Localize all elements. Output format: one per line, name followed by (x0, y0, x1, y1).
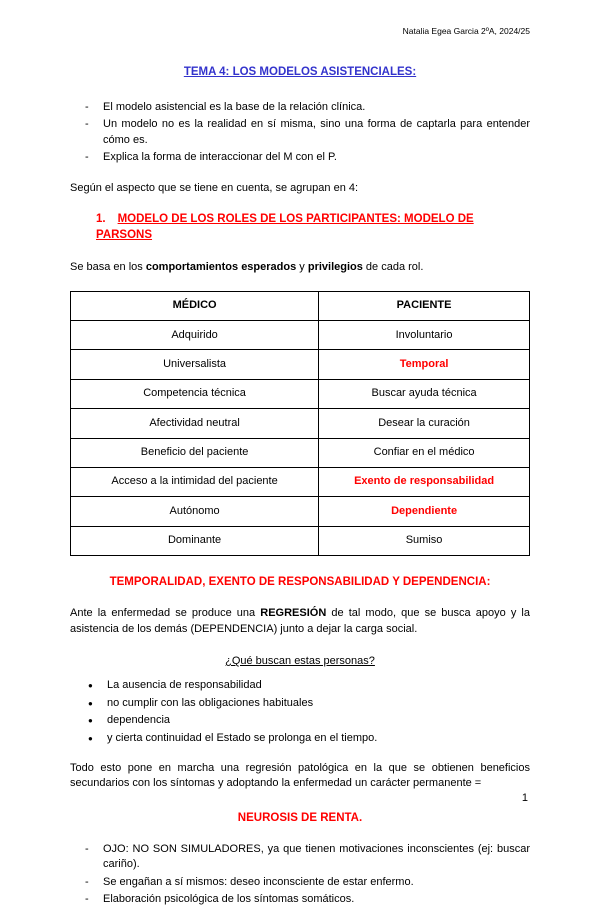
table-cell-paciente: Dependiente (319, 497, 530, 526)
table-cell-paciente: Desear la curación (319, 409, 530, 438)
table-cell-medico: Universalista (71, 350, 319, 379)
table-cell-medico: Afectividad neutral (71, 409, 319, 438)
list-item-text: no cumplir con las obligaciones habituales (107, 696, 314, 709)
table-row (71, 321, 530, 350)
list-item (70, 117, 530, 148)
table-header-cell: PACIENTE (319, 291, 530, 320)
list-item-text: Elaboración psicológica de los síntomas somáticos. (103, 893, 355, 906)
list-item (70, 892, 530, 907)
bullet-marker: ● (88, 681, 93, 691)
text-run: y (296, 261, 308, 274)
text-run: Ante la enfermedad se produce una (70, 607, 261, 620)
list-item (70, 678, 530, 693)
student-name: Natalia Egea Garcia 2ºA, 2024/25 (402, 26, 530, 36)
table-row (71, 438, 530, 467)
list-item-text: Un modelo no es la realidad en sí misma, sino una forma de captarla para entender cómo es. (103, 118, 530, 146)
neurosis-bullet-list (70, 842, 530, 907)
list-item-text: OJO: NO SON SIMULADORES, ya que tienen motivaciones inconscientes (ej: buscar cariño). (103, 842, 530, 871)
section-number: 1. (96, 213, 106, 226)
table-cell-medico: Beneficio del paciente (71, 438, 319, 467)
list-item (70, 875, 530, 890)
table-cell-medico: Autónomo (71, 497, 319, 526)
bullet-marker: - (85, 893, 89, 906)
table-header-cell: MÉDICO (71, 291, 319, 320)
table-row (71, 379, 530, 408)
page-title: TEMA 4: LOS MODELOS ASISTENCIALES: (183, 66, 417, 78)
text-run: privilegios (307, 261, 363, 274)
table-cell-paciente: Temporal (319, 350, 530, 379)
question-bullet-list (70, 678, 530, 746)
list-item (70, 731, 530, 746)
section-1-heading (70, 211, 530, 243)
table-cell-paciente: Buscar ayuda técnica (319, 379, 530, 408)
list-item-text: y cierta continuidad el Estado se prolonga en el tiempo. (107, 731, 378, 744)
table-row (71, 497, 530, 526)
bullet-marker: - (85, 101, 89, 114)
bullet-marker: - (85, 118, 89, 131)
grouping-line: Según el aspecto que se tiene en cuenta, se agrupan en 4: (70, 181, 359, 194)
list-item-text: La ausencia de responsabilidad (107, 679, 262, 692)
list-item (70, 100, 530, 115)
table-row (71, 409, 530, 438)
list-item-text: El modelo asistencial es la base de la relación clínica. (103, 101, 366, 114)
summary-paragraph: Todo esto pone en marcha una regresión patológica en la que se obtienen beneficios secundarios con los síntomas y adoptando la enfermedad un carácter permanente = (70, 761, 530, 790)
table-row (71, 526, 530, 555)
bullet-marker: ● (88, 733, 93, 743)
section-heading-text: MODELO DE LOS ROLES DE LOS PARTICIPANTES: MODELO DE PARSONS (96, 213, 474, 242)
bullet-marker: - (85, 842, 89, 855)
list-item-text: Explica la forma de interaccionar del M con el P. (103, 151, 337, 164)
regresion-paragraph (70, 606, 530, 637)
list-item (70, 842, 530, 873)
question-heading: ¿Qué buscan estas personas? (225, 655, 375, 668)
list-item-text: Se engañan a sí mismos: deseo inconsciente de estar enfermo. (103, 875, 414, 888)
parsons-intro-paragraph (70, 260, 530, 275)
bullet-marker: - (85, 875, 89, 888)
text-run: REGRESIÓN (260, 607, 327, 620)
table-cell-paciente: Confiar en el médico (319, 438, 530, 467)
table-cell-paciente: Sumiso (319, 526, 530, 555)
text-run: Se basa en los (70, 261, 146, 274)
table-cell-medico: Acceso a la intimidad del paciente (71, 467, 319, 496)
table-cell-medico: Competencia técnica (71, 379, 319, 408)
list-item (70, 150, 530, 165)
list-item-text: dependencia (107, 714, 171, 727)
table-cell-medico: Dominante (71, 526, 319, 555)
table-row (71, 350, 530, 379)
list-item (70, 713, 530, 728)
text-run: de tal modo, que se busca apoyo y la asistencia de los demás (DEPENDENCIA) junto a dejar la carga social. (70, 607, 530, 635)
text-run: de cada rol. (362, 261, 424, 274)
list-item (70, 696, 530, 711)
table-cell-paciente: Involuntario (319, 321, 530, 350)
table-cell-paciente: Exento de responsabilidad (319, 467, 530, 496)
bullet-marker: - (85, 151, 89, 164)
intro-bullet-list (70, 100, 530, 166)
table-header-row (71, 291, 530, 320)
temporalidad-heading: TEMPORALIDAD, EXENTO DE RESPONSABILIDAD Y DEPENDENCIA: (109, 576, 491, 589)
table-cell-medico: Adquirido (71, 321, 319, 350)
table-row (71, 467, 530, 496)
roles-table (70, 291, 530, 557)
page-number: 1 (521, 791, 528, 804)
neurosis-heading: NEUROSIS DE RENTA. (237, 811, 363, 824)
bullet-marker: ● (88, 698, 93, 708)
text-run: comportamientos esperados (145, 261, 297, 274)
bullet-marker: ● (88, 716, 93, 726)
